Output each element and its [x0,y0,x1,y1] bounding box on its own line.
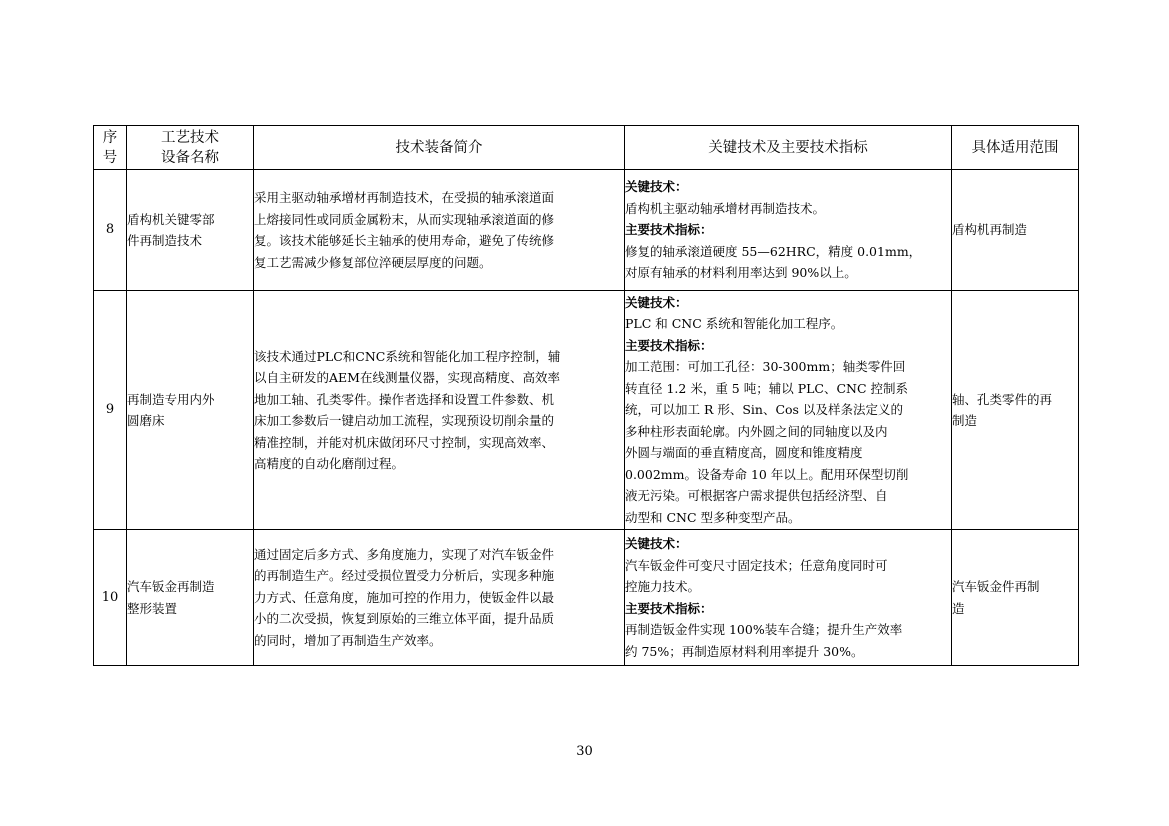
application-scope: 盾构机再制造 [952,170,1079,291]
row-number: 8 [94,170,127,291]
table-row [94,530,1079,666]
equipment-name: 盾构机关键零部 件再制造技术 [127,170,254,291]
technology-equipment-table [93,125,1079,666]
header-name: 工艺技术 设备名称 [127,126,254,170]
key-tech-indices: 关键技术： PLC 和 CNC 系统和智能化加工程序。 主要技术指标： 加工范围：可加工孔径：30-300mm；轴类零件回 转直径 1.2 米，重 5 吨；辅以 PLC、CNC 控制系 统，可以加工 R 形、Sin、Cos 以及样条法定义的 多种柱形表面轮廓。内外圆之间的同轴度以及内 外圆与端面的垂直精度高，圆度和锥度精度 0.002mm。设备寿命 10 年以上。配用环保型切削 液无污染。可根据客户需求提供包括经济型、自 动型和 CNC 型多种变型产品。 [625,291,952,530]
header-scope: 具体适用范围 [952,126,1079,170]
key-tech-indices: 关键技术： 盾构机主驱动轴承增材再制造技术。 主要技术指标： 修复的轴承滚道硬度 55—62HRC，精度 0.01mm， 对原有轴承的材料利用率达到 90%以上。 [625,170,952,291]
application-scope: 汽车钣金件再制 造 [952,530,1079,666]
page-number: 30 [576,744,593,759]
header-intro: 技术装备简介 [254,126,625,170]
key-tech-indices: 关键技术： 汽车钣金件可变尺寸固定技术；任意角度同时可 控施力技术。 主要技术指标： 再制造钣金件实现 100%装车合缝；提升生产效率 约 75%；再制造原材料利用率提升 30%。 [625,530,952,666]
application-scope: 轴、孔类零件的再 制造 [952,291,1079,530]
equipment-intro: 采用主驱动轴承增材再制造技术，在受损的轴承滚道面 上熔接同性或同质金属粉末，从而实现轴承滚道面的修 复。该技术能够延长主轴承的使用寿命，避免了传统修 复工艺需减少修复部位淬硬层厚度的问题。 [254,170,625,291]
key-tech-label: 关键技术： [625,294,688,310]
equipment-intro: 该技术通过PLC和CNC系统和智能化加工程序控制，辅 以自主研发的AEM在线测量仪器，实现高精度、高效率 地加工轴、孔类零件。操作者选择和设置工件参数、机 床加工参数后一键启动加工流程，实现预设切削余量的 精准控制，并能对机床做闭环尺寸控制，实现高效率、 高精度的自动化磨削过程。 [254,291,625,530]
main-index-label: 主要技术指标： [625,600,713,616]
main-index-label: 主要技术指标： [625,222,713,238]
equipment-name: 再制造专用内外 圆磨床 [127,291,254,530]
key-tech-label: 关键技术： [625,179,688,195]
table-row [94,291,1079,530]
header-seq: 序 号 [94,126,127,170]
main-index-label: 主要技术指标： [625,337,713,353]
table-row [94,170,1079,291]
equipment-name: 汽车钣金再制造 整形装置 [127,530,254,666]
equipment-intro: 通过固定后多方式、多角度施力，实现了对汽车钣金件 的再制造生产。经过受损位置受力分析后，实现多种施 力方式、任意角度，施加可控的作用力，使钣金件以最 小的二次受损，恢复到原始的三维立体平面，提升品质 的同时，增加了再制造生产效率。 [254,530,625,666]
row-number: 10 [94,530,127,666]
row-number: 9 [94,291,127,530]
header-keys: 关键技术及主要技术指标 [625,126,952,170]
key-tech-label: 关键技术： [625,536,688,551]
table-header-row [94,126,1079,170]
